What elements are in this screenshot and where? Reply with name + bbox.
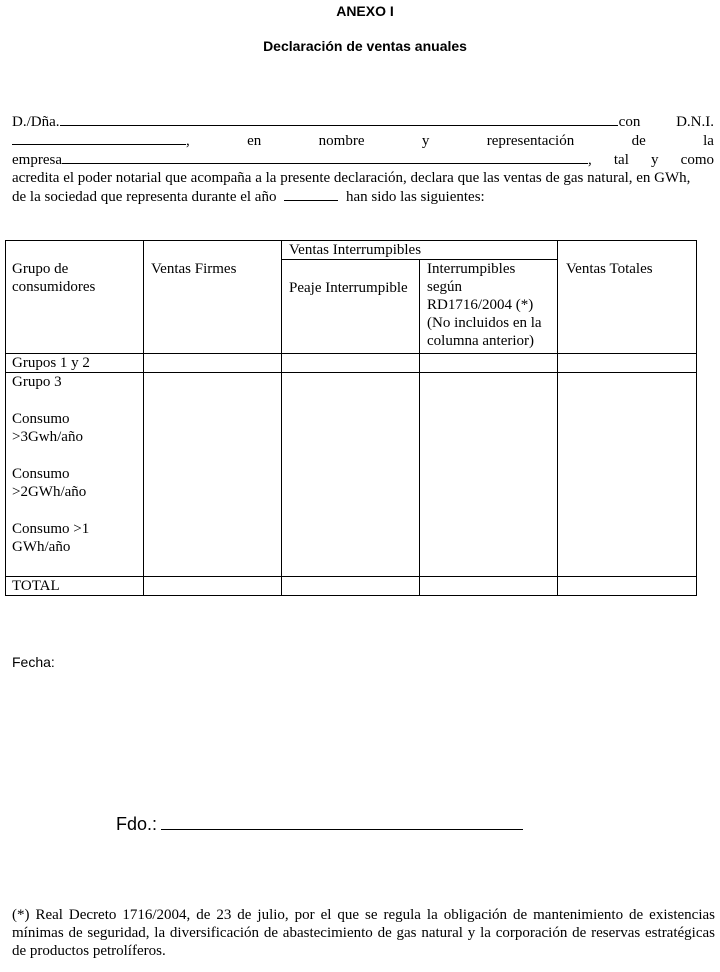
year-label: de la sociedad que representa durante el año bbox=[12, 189, 277, 205]
decl-word: y bbox=[421, 133, 430, 149]
row-grupo-3-title: Grupo 3 bbox=[12, 374, 62, 390]
declaration-line-3 bbox=[12, 150, 714, 169]
row-grupo-3-sub: Consumo bbox=[12, 466, 70, 482]
fdo-label: Fdo.: bbox=[116, 814, 158, 834]
decl-word: de bbox=[631, 133, 646, 149]
table-line-header-bottom bbox=[5, 353, 697, 354]
row-grupo-3 bbox=[12, 373, 89, 556]
document-subtitle: Declaración de ventas anuales bbox=[263, 38, 467, 54]
declaration-line-1 bbox=[12, 112, 714, 131]
row-grupo-3-sub: >3Gwh/año bbox=[12, 429, 83, 445]
table-col-line-4 bbox=[557, 240, 558, 596]
header-ventas-interrumpibles: Ventas Interrumpibles bbox=[289, 242, 422, 258]
header-line: según bbox=[427, 279, 462, 295]
table-col-line-3 bbox=[419, 259, 420, 596]
sales-table bbox=[5, 240, 697, 596]
dni-blank[interactable] bbox=[12, 131, 186, 145]
decl-word: tal bbox=[613, 152, 629, 168]
decl-word: la bbox=[703, 133, 714, 149]
decl-word: como bbox=[680, 152, 714, 168]
decl-word: , bbox=[186, 133, 190, 149]
header-line: columna anterior) bbox=[427, 333, 535, 349]
decl-word: en bbox=[247, 133, 262, 149]
table-col-line-2 bbox=[281, 240, 282, 596]
declarant-name-blank[interactable] bbox=[60, 112, 618, 126]
signature-blank[interactable] bbox=[161, 813, 523, 830]
declaration-line-2 bbox=[12, 131, 714, 150]
decl-word: , bbox=[587, 152, 592, 168]
table-border-right bbox=[696, 240, 697, 596]
declaration-line-4: acredita el poder notarial que acompaña a la presente declaración, declara que las ventas de gas natural, en GWh, bbox=[12, 170, 691, 186]
year-blank[interactable] bbox=[284, 187, 338, 201]
row-grupos-1-2: Grupos 1 y 2 bbox=[12, 355, 90, 371]
header-peaje-interrumpible: Peaje Interrumpible bbox=[289, 280, 408, 296]
declarant-label: D./Dña. bbox=[12, 114, 60, 130]
row-grupo-3-sub: Consumo >1 bbox=[12, 521, 90, 537]
row-grupo-3-sub: Consumo bbox=[12, 411, 70, 427]
row-grupo-3-sub: >2GWh/año bbox=[12, 484, 87, 500]
decl-word: nombre bbox=[318, 133, 365, 149]
table-border-bottom bbox=[5, 595, 697, 596]
header-line: RD1716/2004 (*) bbox=[427, 297, 534, 313]
table-border-left bbox=[5, 240, 6, 596]
annex-title: ANEXO I bbox=[336, 3, 394, 19]
sales-intro: han sido las siguientes: bbox=[345, 189, 485, 205]
row-grupo-3-sub: GWh/año bbox=[12, 539, 71, 555]
signature-line bbox=[116, 813, 523, 835]
header-ventas-firmes: Ventas Firmes bbox=[151, 261, 237, 277]
table-line-row1 bbox=[5, 372, 697, 373]
header-ventas-totales: Ventas Totales bbox=[566, 261, 653, 277]
table-col-line-1 bbox=[143, 240, 144, 596]
company-name-blank[interactable] bbox=[62, 150, 588, 164]
header-line: (No incluidos en la bbox=[427, 315, 542, 331]
declaration-paragraph bbox=[12, 112, 714, 206]
header-line: Interrumpibles bbox=[427, 261, 516, 277]
dni-label: con D.N.I. bbox=[618, 114, 714, 130]
header-interrumpibles-segun-rd bbox=[427, 260, 542, 350]
row-total: TOTAL bbox=[12, 578, 60, 594]
header-line: Grupo de bbox=[12, 261, 69, 277]
decl-word: representación bbox=[486, 133, 575, 149]
footnote: (*) Real Decreto 1716/2004, de 23 de julio, por el que se regula la obligación de mantenimiento de existencias mínimas de seguridad, la diversificación de abastecimiento de gas natural y la corporación de reservas estratégicas de productos petrolíferos. bbox=[12, 907, 715, 959]
table-line-row2 bbox=[5, 576, 697, 577]
company-label: empresa bbox=[12, 152, 62, 168]
decl-word: y bbox=[651, 152, 659, 168]
header-grupo-consumidores bbox=[12, 260, 95, 296]
header-line: consumidores bbox=[12, 279, 96, 295]
fecha-label: Fecha: bbox=[12, 654, 55, 670]
declaration-line-5 bbox=[12, 187, 714, 206]
